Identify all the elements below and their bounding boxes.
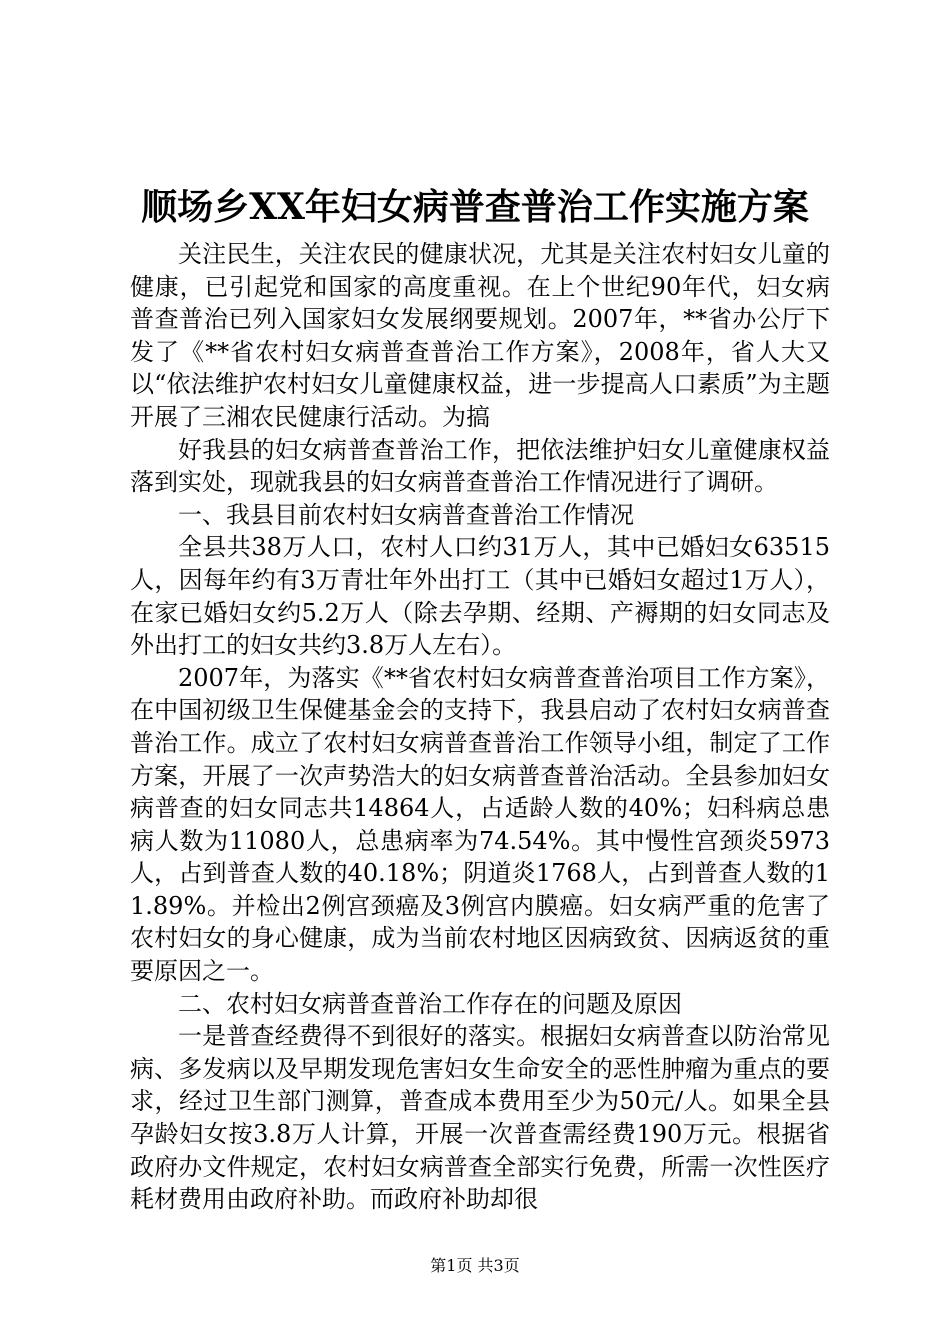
paragraph-funding-issue: 一是普查经费得不到很好的落实。根据妇女病普查以防治常见病、多发病以及早期发现危害妇女生命安全的恶性肿瘤为重点的要求，经过卫生部门测算，普查成本费用至少为50元/人。如果全县孕龄妇女按3.8万人计算，开展一次普查需经费190万元。根据省政府办文件规定，农村妇女病普查全部实行免费，所需一次性医疗耗材费用由政府补助。而政府补助却很 <box>130 1022 830 1214</box>
section-heading-2: 二、农村妇女病普查普治工作存在的问题及原因 <box>178 989 682 1018</box>
paragraph-screening-results: 2007年，为落实《**省农村妇女病普查普治项目工作方案》，在中国初级卫生保健基金会的支持下，我县启动了农村妇女病普查普治工作。成立了农村妇女病普查普治工作领导小组，制定了工作方案，开展了一次声势浩大的妇女病普查普治活动。全县参加妇女病普查的妇女同志共14864人，占适龄人数的40%；妇科病总患病人数为11080人，总患病率为74.54%。其中慢性宫颈炎5973人，占到普查人数的40.18%；阴道炎1768人，占到普查人数的11.89%。并检出2例宫颈癌及3例宫内膜癌。妇女病严重的危害了农村妇女的身心健康，成为当前农村地区因病致贫、因病返贫的重要原因之一。 <box>130 663 830 986</box>
paragraph-purpose: 好我县的妇女病普查普治工作，把依法维护妇女儿童健康权益落到实处，现就我县的妇女病普查普治工作情况进行了调研。 <box>130 435 830 497</box>
section-heading-1: 一、我县目前农村妇女病普查普治工作情况 <box>178 500 634 529</box>
document-body <box>130 238 830 1216</box>
page-footer: 第1页 共3页 <box>430 1256 520 1275</box>
paragraph-intro: 关注民生，关注农民的健康状况，尤其是关注农村妇女儿童的健康，已引起党和国家的高度重视。在上个世纪90年代，妇女病普查普治已列入国家妇女发展纲要规划。2007年，**省办公厅下发了《**省农村妇女病普查普治工作方案》，2008年，省人大又以“依法维护农村妇女儿童健康权益，进一步提高人口素质”为主题开展了三湘农民健康行活动。为搞 <box>130 240 830 431</box>
document-title: 顺场乡XX年妇女病普查普治工作实施方案 <box>141 186 809 228</box>
paragraph-population: 全县共38万人口，农村人口约31万人，其中已婚妇女63515人，因每年约有3万青壮年外出打工（其中已婚妇女超过1万人），在家已婚妇女约5.2万人（除去孕期、经期、产褥期的妇女同志及外出打工的妇女共约3.8万人左右）。 <box>130 533 830 660</box>
